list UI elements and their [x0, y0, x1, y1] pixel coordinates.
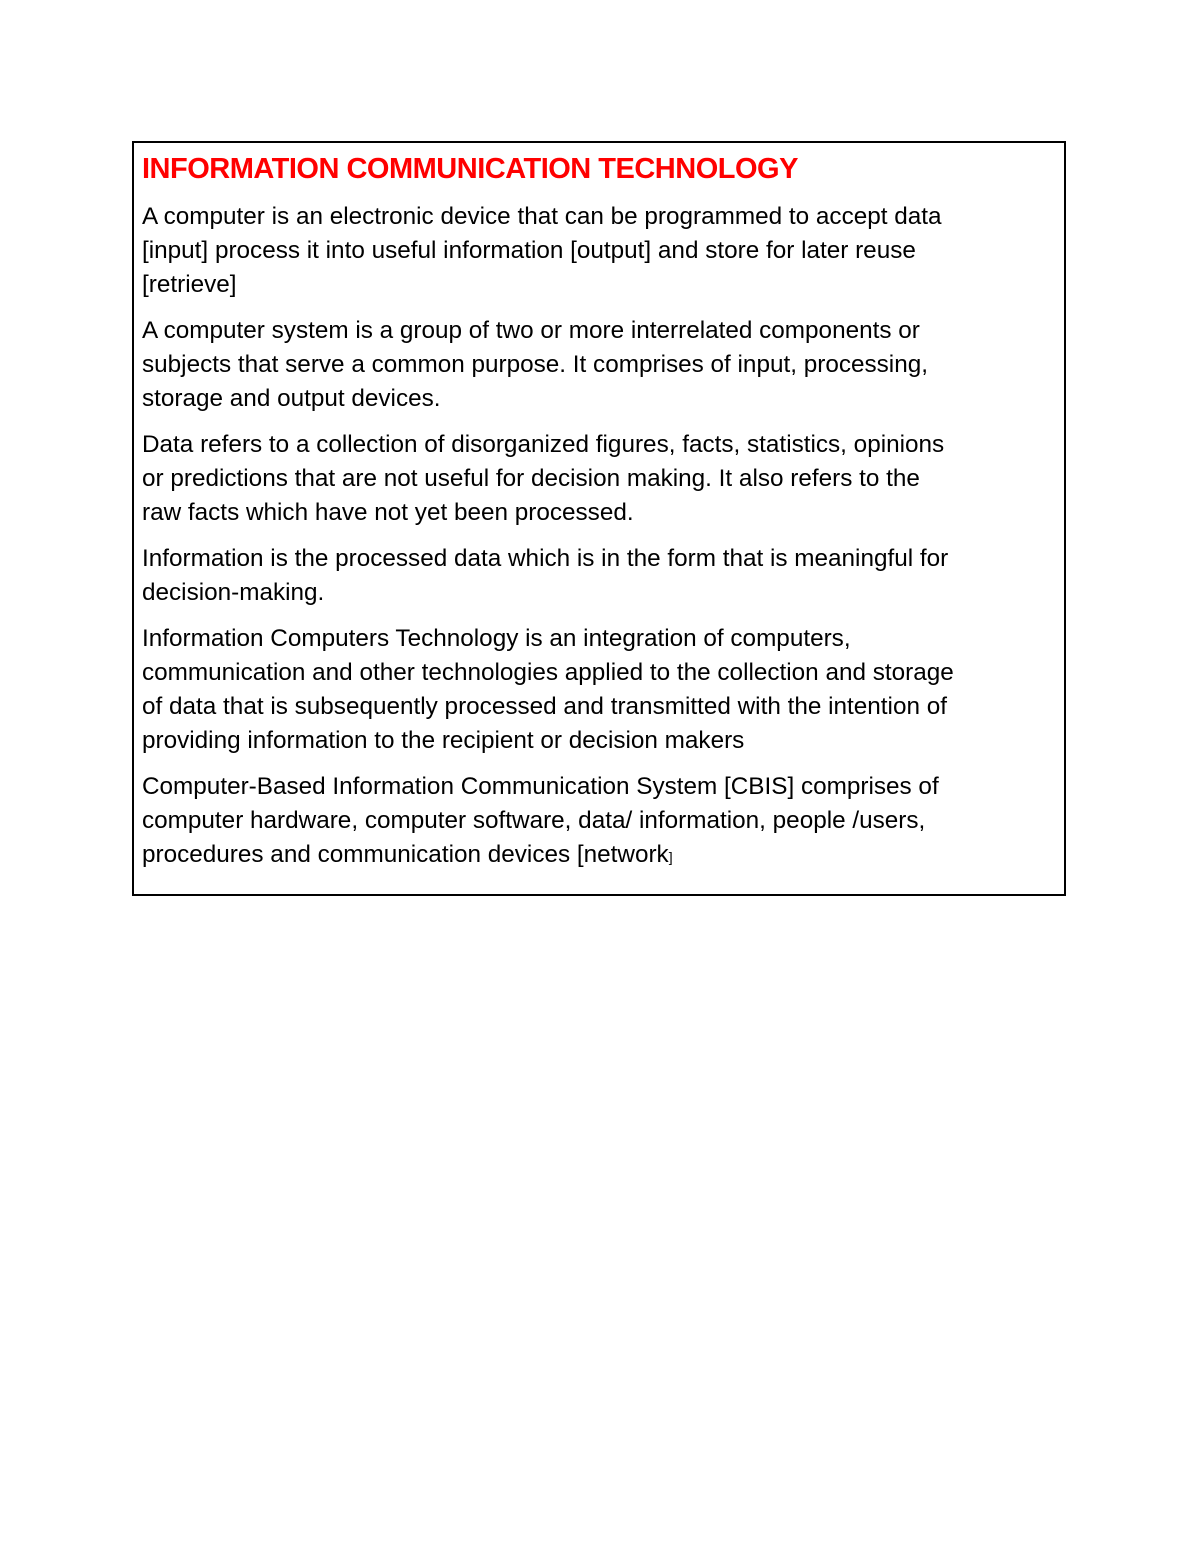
paragraph-data-definition: Data refers to a collection of disorganized figures, facts, statistics, opinions or predictions that are not useful for decision making. It also refers to the raw facts which have not yet been processed. [142, 431, 945, 526]
document-box [132, 141, 1066, 896]
paragraph-cbis-definition [142, 770, 1056, 874]
paragraph-cbis-closing-bracket: ] [668, 849, 673, 865]
paragraph-computer-definition: A computer is an electronic device that can be programmed to accept data [input] process it into useful information [output] and store for later reuse [retrieve] [142, 203, 942, 298]
paragraph-ict-definition: Information Computers Technology is an integration of computers, communication and other technologies applied to the collection and storage of data that is subsequently processed and transmitted with the intention of providing information to the recipient or decision makers [142, 625, 954, 754]
document-title: INFORMATION COMMUNICATION TECHNOLOGY [142, 153, 798, 185]
paragraph-cbis-text: Computer-Based Information Communication System [CBIS] comprises of computer hardware, computer software, data/ information, people /users, procedures and communication devices [network [142, 773, 939, 868]
paragraph-information-definition: Information is the processed data which is in the form that is meaningful for decision-making. [142, 545, 949, 606]
paragraph-computer-system: A computer system is a group of two or more interrelated components or subjects that serve a common purpose. It comprises of input, processing, storage and output devices. [142, 317, 928, 412]
